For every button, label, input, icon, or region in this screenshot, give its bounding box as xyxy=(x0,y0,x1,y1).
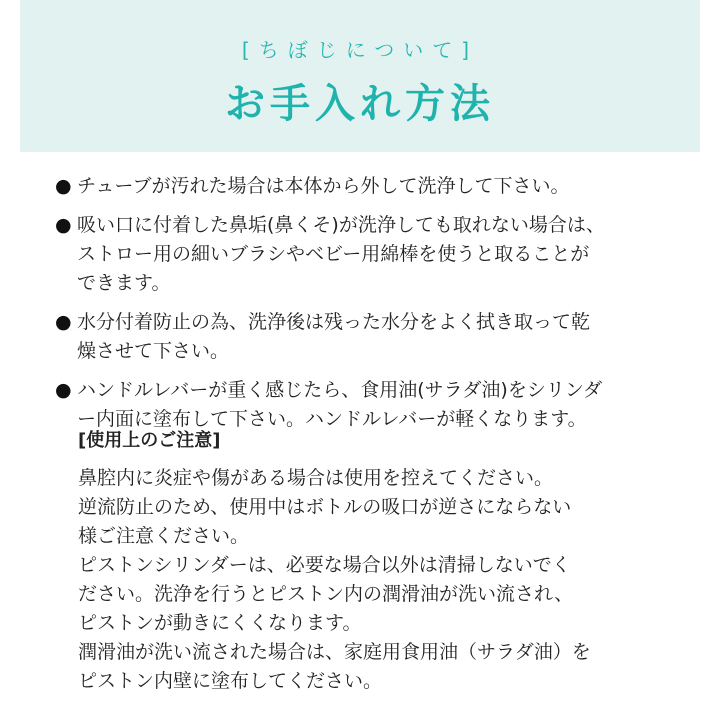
care-instruction-text xyxy=(77,376,695,434)
care-instruction-line: できます。 xyxy=(77,272,171,294)
usage-caution-line: 逆流防止のため、使用中はボトルの吸口が逆さにならない xyxy=(78,496,572,518)
usage-caution-line: ピストン内壁に塗布してください。 xyxy=(78,670,383,692)
care-instruction-line: 燥させて下さい。 xyxy=(77,340,230,362)
care-instruction-line: チューブが汚れた場合は本体から外して洗浄して下さい。 xyxy=(77,175,570,197)
care-instruction-text xyxy=(77,172,695,201)
care-instruction-line: ハンドルレバーが重く感じたら、食用油(サラダ油)をシリンダ xyxy=(77,379,603,401)
care-instruction-item xyxy=(55,211,695,298)
bullet-dot-icon: ● xyxy=(55,311,72,333)
usage-cautions xyxy=(78,428,688,696)
usage-caution-line: 潤滑油が洗い流された場合は、家庭用食用油（サラダ油）を xyxy=(78,641,591,663)
care-instruction-text xyxy=(77,308,695,366)
usage-cautions-heading: [使用上のご注意] xyxy=(78,430,221,451)
bullet-dot-icon: ● xyxy=(55,175,72,197)
care-instructions-list xyxy=(55,172,695,444)
care-instruction-line: 水分付着防止の為、洗浄後は残った水分をよく拭き取って乾 xyxy=(77,311,591,333)
bullet-dot-icon: ● xyxy=(55,214,72,236)
care-instruction-item xyxy=(55,376,695,434)
care-instruction-text xyxy=(77,211,695,298)
page-title: お手入れ方法 xyxy=(225,81,495,127)
care-instruction-item xyxy=(55,308,695,366)
usage-caution-line: 様ご注意ください。 xyxy=(78,525,250,547)
care-instruction-line: ストロー用の細いブラシやベビー用綿棒を使うと取ることが xyxy=(77,243,590,265)
usage-caution-line: ださい。洗浄を行うとピストン内の潤滑油が洗い流され、 xyxy=(78,583,574,605)
bullet-dot-icon: ● xyxy=(55,379,72,401)
usage-caution-line: ピストンが動きにくくなります。 xyxy=(78,612,362,634)
care-instruction-line: 吸い口に付着した鼻垢(鼻くそ)が洗浄しても取れない場合は、 xyxy=(77,214,605,236)
header-subtitle: [ちぼじについて] xyxy=(241,38,479,62)
header-banner xyxy=(20,0,700,152)
usage-caution-line: 鼻腔内に炎症や傷がある場合は使用を控えてください。 xyxy=(78,467,554,489)
usage-caution-line: ピストンシリンダーは、必要な場合以外は清掃しないでく xyxy=(78,554,571,576)
care-instruction-line: ー内面に塗布して下さい。ハンドルレバーが軽くなります。 xyxy=(77,408,587,430)
care-instruction-item xyxy=(55,172,695,201)
